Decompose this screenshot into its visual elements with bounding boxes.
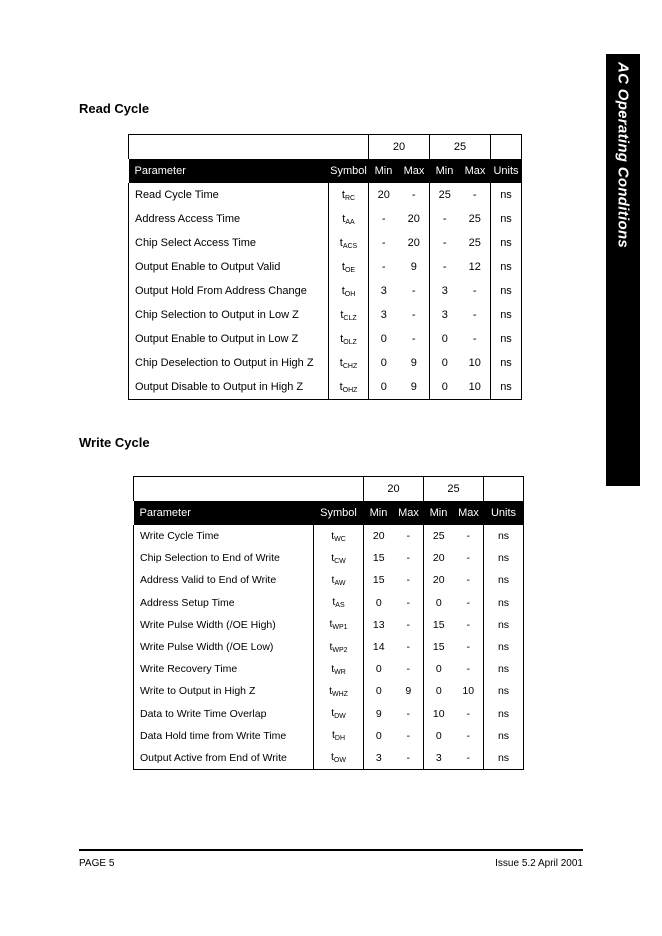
min-25-cell: 0	[441, 333, 448, 345]
max-25-cell: -	[460, 327, 491, 351]
min-25-cell: 20	[432, 552, 445, 565]
symbol-subscript: ACS	[342, 242, 358, 250]
header-units: Units	[484, 501, 524, 525]
table-row	[134, 636, 524, 658]
symbol-cell	[314, 725, 364, 747]
units-cell: ns	[484, 592, 524, 614]
max-20-cell: -	[399, 327, 430, 351]
header-max-25: Max	[460, 159, 491, 183]
max-25-cell: 10	[460, 351, 491, 375]
parameter-cell: Write Cycle Time	[134, 525, 314, 547]
table-row	[134, 747, 524, 770]
header-symbol: Symbol	[329, 159, 369, 183]
symbol-subscript: CHZ	[342, 362, 358, 370]
min-20-cell: 0	[375, 685, 382, 698]
min-20-cell: 0	[375, 729, 382, 742]
symbol-subscript: WC	[334, 535, 346, 543]
min-25-cell: 0	[441, 381, 448, 393]
symbol-letter: t	[331, 573, 335, 586]
symbol-letter: t	[339, 356, 343, 369]
min-20-cell: 15	[372, 552, 385, 565]
symbol-letter: t	[340, 332, 344, 345]
max-20-cell: -	[394, 525, 424, 547]
symbol-subscript: OE	[344, 266, 356, 274]
parameter-cell: Data Hold time from Write Time	[134, 725, 314, 747]
symbol-subscript: WHZ	[331, 690, 348, 698]
symbol-cell	[314, 680, 364, 702]
header-max-20: Max	[394, 501, 424, 525]
max-20-cell: 9	[399, 375, 430, 400]
min-25-cell: 15	[432, 641, 445, 654]
units-cell: ns	[484, 747, 524, 770]
min-25-cell: 3	[441, 285, 448, 297]
units-cell: ns	[484, 703, 524, 725]
max-20-cell: -	[394, 592, 424, 614]
min-20-cell: 15	[372, 574, 385, 587]
symbol-cell	[314, 569, 364, 591]
symbol-cell	[329, 183, 369, 207]
max-20-cell: -	[394, 658, 424, 680]
min-20-cell: 14	[372, 641, 385, 654]
symbol-subscript: DH	[334, 735, 346, 743]
symbol-letter: t	[341, 260, 345, 273]
symbol-cell	[314, 636, 364, 658]
units-cell: ns	[491, 375, 522, 400]
symbol-subscript: OH	[344, 290, 356, 298]
max-20-cell: -	[394, 614, 424, 636]
symbol-letter: t	[331, 662, 335, 675]
min-25-cell: -	[442, 237, 447, 249]
parameter-cell: Address Setup Time	[134, 592, 314, 614]
max-25-cell: -	[454, 547, 484, 569]
parameter-cell: Write Pulse Width (/OE Low)	[134, 636, 314, 658]
parameter-cell: Chip Select Access Time	[129, 231, 329, 255]
symbol-subscript: DW	[334, 713, 346, 721]
max-20-cell: 9	[399, 255, 430, 279]
units-cell: ns	[491, 327, 522, 351]
symbol-cell	[329, 303, 369, 327]
speed-grade-row	[129, 135, 522, 160]
parameter-cell: Address Valid to End of Write	[134, 569, 314, 591]
symbol-cell	[314, 592, 364, 614]
symbol-subscript: AA	[345, 218, 355, 226]
units-cell: ns	[484, 547, 524, 569]
min-25-cell: 15	[432, 618, 445, 631]
symbol-letter: t	[329, 640, 333, 653]
speed-grade-row	[134, 477, 524, 502]
max-25-cell: -	[460, 279, 491, 303]
table-row	[129, 207, 522, 231]
max-25-cell: -	[454, 525, 484, 547]
min-20-cell: 0	[380, 381, 387, 393]
table-row	[134, 703, 524, 725]
units-cell: ns	[484, 658, 524, 680]
min-20-cell: 9	[375, 707, 382, 720]
symbol-letter: t	[339, 236, 343, 249]
symbol-cell	[314, 525, 364, 547]
table-row	[134, 547, 524, 569]
max-20-cell: -	[394, 703, 424, 725]
header-parameter: Parameter	[134, 501, 314, 525]
parameter-cell: Chip Deselection to Output in High Z	[129, 351, 329, 375]
symbol-letter: t	[342, 212, 346, 225]
units-cell: ns	[491, 279, 522, 303]
min-25-cell: 3	[441, 309, 448, 321]
symbol-cell	[329, 375, 369, 400]
write-cycle-table	[133, 476, 524, 770]
min-25-cell: 0	[435, 685, 442, 698]
symbol-cell	[314, 547, 364, 569]
max-25-cell: -	[454, 636, 484, 658]
max-25-cell: -	[460, 303, 491, 327]
min-25-cell: -	[442, 213, 447, 225]
parameter-cell: Output Hold From Address Change	[129, 279, 329, 303]
symbol-cell	[329, 231, 369, 255]
table-row	[134, 569, 524, 591]
header-min-20: Min	[369, 159, 399, 183]
symbol-letter: t	[331, 729, 335, 742]
symbol-cell	[314, 703, 364, 725]
symbol-letter: t	[332, 596, 336, 609]
parameter-cell: Output Enable to Output in Low Z	[129, 327, 329, 351]
issue-date: Issue 5.2 April 2001	[495, 858, 583, 869]
header-symbol: Symbol	[314, 501, 364, 525]
max-25-cell: 10	[454, 680, 484, 702]
symbol-subscript: AS	[335, 602, 345, 610]
symbol-letter: t	[329, 684, 332, 697]
symbol-cell	[329, 279, 369, 303]
min-20-cell: 3	[380, 309, 387, 321]
units-cell: ns	[491, 303, 522, 327]
min-20-cell: 3	[380, 285, 387, 297]
parameter-cell: Chip Selection to End of Write	[134, 547, 314, 569]
table-row	[134, 592, 524, 614]
table-row	[134, 525, 524, 547]
max-25-cell: -	[454, 592, 484, 614]
symbol-cell	[329, 207, 369, 231]
min-25-cell: 0	[435, 663, 442, 676]
units-cell: ns	[484, 725, 524, 747]
max-20-cell: 9	[399, 351, 430, 375]
table-row	[129, 279, 522, 303]
parameter-cell: Write Pulse Width (/OE High)	[134, 614, 314, 636]
table-row	[129, 231, 522, 255]
max-25-cell: -	[454, 747, 484, 770]
table-header-row	[134, 501, 524, 525]
units-cell: ns	[484, 636, 524, 658]
table-row	[134, 614, 524, 636]
symbol-letter: t	[341, 188, 345, 201]
symbol-subscript: RC	[344, 194, 356, 202]
table-row	[134, 680, 524, 702]
max-20-cell: 20	[399, 207, 430, 231]
max-25-cell: -	[460, 183, 491, 207]
symbol-subscript: OLZ	[343, 338, 357, 346]
symbol-letter: t	[339, 380, 343, 393]
symbol-cell	[329, 255, 369, 279]
max-20-cell: -	[394, 569, 424, 591]
table-row	[129, 375, 522, 400]
header-min-25: Min	[430, 159, 460, 183]
max-25-cell: 25	[460, 231, 491, 255]
symbol-subscript: AW	[334, 579, 346, 587]
min-20-cell: 0	[380, 333, 387, 345]
max-20-cell: -	[399, 279, 430, 303]
table-row	[129, 351, 522, 375]
parameter-cell: Data to Write Time Overlap	[134, 703, 314, 725]
min-20-cell: 0	[380, 357, 387, 369]
units-cell: ns	[484, 569, 524, 591]
units-cell: ns	[491, 183, 522, 207]
symbol-letter: t	[340, 308, 344, 321]
max-20-cell: 9	[394, 680, 424, 702]
symbol-letter: t	[341, 284, 345, 297]
min-25-cell: 20	[432, 574, 445, 587]
units-cell: ns	[491, 351, 522, 375]
max-20-cell: -	[394, 725, 424, 747]
symbol-subscript: CLZ	[343, 314, 357, 322]
read-cycle-table	[128, 134, 522, 400]
min-25-cell: 25	[438, 189, 451, 201]
max-20-cell: -	[394, 636, 424, 658]
symbol-subscript: CW	[334, 557, 346, 565]
table-row	[134, 658, 524, 680]
max-25-cell: -	[454, 703, 484, 725]
speed-grade-25: 25	[430, 135, 491, 160]
speed-grade-20: 20	[364, 477, 424, 502]
max-25-cell: -	[454, 658, 484, 680]
symbol-letter: t	[331, 529, 335, 542]
min-20-cell: -	[381, 213, 386, 225]
symbol-subscript: WP1	[332, 624, 348, 632]
max-20-cell: -	[394, 747, 424, 770]
parameter-cell: Address Access Time	[129, 207, 329, 231]
header-max-25: Max	[454, 501, 484, 525]
max-25-cell: 10	[460, 375, 491, 400]
parameter-cell: Read Cycle Time	[129, 183, 329, 207]
symbol-subscript: OHZ	[342, 386, 358, 394]
max-20-cell: 20	[399, 231, 430, 255]
symbol-cell	[314, 614, 364, 636]
side-section-tab	[606, 54, 640, 486]
min-25-cell: 0	[435, 729, 442, 742]
max-25-cell: -	[454, 614, 484, 636]
max-20-cell: -	[399, 303, 430, 327]
min-25-cell: 10	[432, 707, 445, 720]
symbol-letter: t	[331, 707, 335, 720]
min-20-cell: 20	[377, 189, 390, 201]
read-cycle-title: Read Cycle	[79, 101, 150, 116]
parameter-cell: Chip Selection to Output in Low Z	[129, 303, 329, 327]
max-20-cell: -	[394, 547, 424, 569]
units-cell: ns	[484, 614, 524, 636]
max-25-cell: 12	[460, 255, 491, 279]
min-25-cell: 25	[432, 530, 445, 543]
min-20-cell: 13	[372, 618, 385, 631]
symbol-cell	[314, 747, 364, 770]
parameter-cell: Write Recovery Time	[134, 658, 314, 680]
max-25-cell: -	[454, 569, 484, 591]
symbol-subscript: WR	[334, 668, 346, 676]
parameter-cell: Output Active from End of Write	[134, 747, 314, 770]
table-row	[129, 255, 522, 279]
symbol-subscript: OW	[333, 757, 346, 765]
min-20-cell: 20	[372, 530, 385, 543]
units-cell: ns	[484, 525, 524, 547]
table-row	[129, 303, 522, 327]
max-20-cell: -	[399, 183, 430, 207]
symbol-cell	[329, 351, 369, 375]
units-cell: ns	[491, 231, 522, 255]
max-25-cell: -	[454, 725, 484, 747]
min-20-cell: -	[381, 261, 386, 273]
symbol-letter: t	[331, 551, 335, 564]
header-min-25: Min	[424, 501, 454, 525]
min-20-cell: 0	[375, 596, 382, 609]
header-parameter: Parameter	[129, 159, 329, 183]
table-row	[134, 725, 524, 747]
table-row	[129, 183, 522, 207]
symbol-letter: t	[331, 751, 334, 764]
speed-grade-25: 25	[424, 477, 484, 502]
min-20-cell: 3	[375, 751, 382, 764]
min-20-cell: 0	[375, 663, 382, 676]
header-units: Units	[491, 159, 522, 183]
units-cell: ns	[491, 255, 522, 279]
header-max-20: Max	[399, 159, 430, 183]
header-min-20: Min	[364, 501, 394, 525]
table-header-row	[129, 159, 522, 183]
max-25-cell: 25	[460, 207, 491, 231]
units-cell: ns	[491, 207, 522, 231]
page-number: PAGE 5	[79, 858, 115, 869]
symbol-letter: t	[329, 618, 333, 631]
symbol-cell	[329, 327, 369, 351]
min-25-cell: -	[442, 261, 447, 273]
parameter-cell: Output Disable to Output in High Z	[129, 375, 329, 400]
min-25-cell: 3	[435, 751, 442, 764]
side-tab-label: AC Operating Conditions	[614, 62, 632, 249]
min-25-cell: 0	[435, 596, 442, 609]
parameter-cell: Output Enable to Output Valid	[129, 255, 329, 279]
parameter-cell: Write to Output in High Z	[134, 680, 314, 702]
footer-divider	[79, 849, 583, 851]
units-cell: ns	[484, 680, 524, 702]
speed-grade-20: 20	[369, 135, 430, 160]
table-row	[129, 327, 522, 351]
write-cycle-title: Write Cycle	[79, 435, 150, 450]
min-25-cell: 0	[441, 357, 448, 369]
symbol-subscript: WP2	[332, 646, 348, 654]
symbol-cell	[314, 658, 364, 680]
min-20-cell: -	[381, 237, 386, 249]
